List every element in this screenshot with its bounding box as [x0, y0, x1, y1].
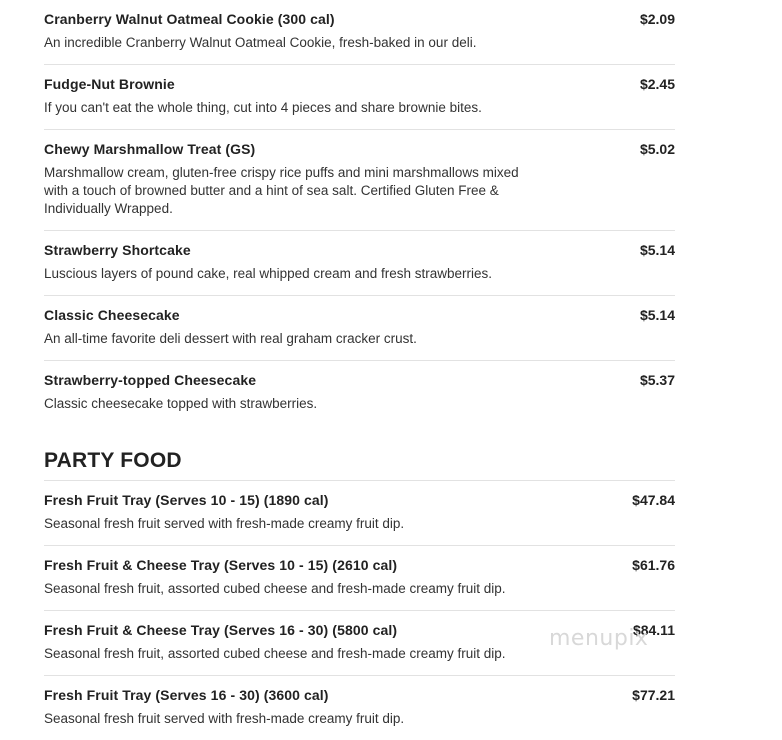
menu-item: [44, 296, 675, 361]
item-name: Fresh Fruit & Cheese Tray (Serves 16 - 30) (5800 cal): [44, 622, 398, 638]
section-title-party-food: PARTY FOOD: [44, 449, 675, 481]
menu-item: [44, 130, 675, 231]
item-name: Strawberry-topped Cheesecake: [44, 372, 257, 388]
item-price: $47.84: [632, 492, 675, 508]
menu-item: [44, 611, 675, 676]
menu-item: [44, 0, 675, 65]
item-name: Chewy Marshmallow Treat (GS): [44, 141, 256, 157]
item-price: $2.09: [639, 11, 675, 27]
item-description: Luscious layers of pound cake, real whipped cream and fresh strawberries.: [44, 266, 492, 281]
menu-list: [44, 0, 675, 740]
item-price: $77.21: [632, 687, 675, 703]
item-price: $5.14: [639, 307, 675, 323]
item-name: Strawberry Shortcake: [44, 242, 191, 258]
item-name: Cranberry Walnut Oatmeal Cookie (300 cal): [44, 11, 335, 27]
item-description: Seasonal fresh fruit, assorted cubed cheese and fresh-made creamy fruit dip.: [44, 581, 506, 596]
item-price: $5.14: [639, 242, 675, 258]
item-description: An all-time favorite deli dessert with real graham cracker crust.: [44, 331, 417, 346]
item-price: $61.76: [632, 557, 675, 573]
item-description: Seasonal fresh fruit served with fresh-made creamy fruit dip.: [44, 711, 405, 726]
item-price: $5.02: [639, 141, 675, 157]
item-name: Fresh Fruit & Cheese Tray (Serves 10 - 15) (2610 cal): [44, 557, 398, 573]
item-description: Classic cheesecake topped with strawberries.: [44, 396, 318, 411]
item-description: Seasonal fresh fruit served with fresh-made creamy fruit dip.: [44, 516, 405, 531]
menu-item: [44, 231, 675, 296]
menu-item: [44, 676, 675, 740]
item-description: An incredible Cranberry Walnut Oatmeal Cookie, fresh-baked in our deli.: [44, 35, 477, 50]
item-name: Fudge-Nut Brownie: [44, 76, 175, 92]
item-name: Fresh Fruit Tray (Serves 10 - 15) (1890 cal): [44, 492, 329, 508]
menu-item: [44, 481, 675, 546]
item-description: If you can't eat the whole thing, cut into 4 pieces and share brownie bites.: [44, 100, 482, 115]
item-name: Fresh Fruit Tray (Serves 16 - 30) (3600 cal): [44, 687, 329, 703]
item-price: $2.45: [639, 76, 675, 92]
item-name: Classic Cheesecake: [44, 307, 180, 323]
item-price: $5.37: [639, 372, 675, 388]
item-price: $84.11: [632, 622, 675, 638]
menu-item: [44, 65, 675, 130]
menupix-watermark-logo: menupix: [549, 626, 649, 651]
item-description: Marshmallow cream, gluten-free crispy rice puffs and mini marshmallows mixed with a touch of browned butter and a hint of sea salt. Certified Gluten Free & Individually Wrapped.: [44, 165, 519, 216]
menu-item: [44, 546, 675, 611]
item-description: Seasonal fresh fruit, assorted cubed cheese and fresh-made creamy fruit dip.: [44, 646, 506, 661]
menu-item: [44, 361, 675, 425]
